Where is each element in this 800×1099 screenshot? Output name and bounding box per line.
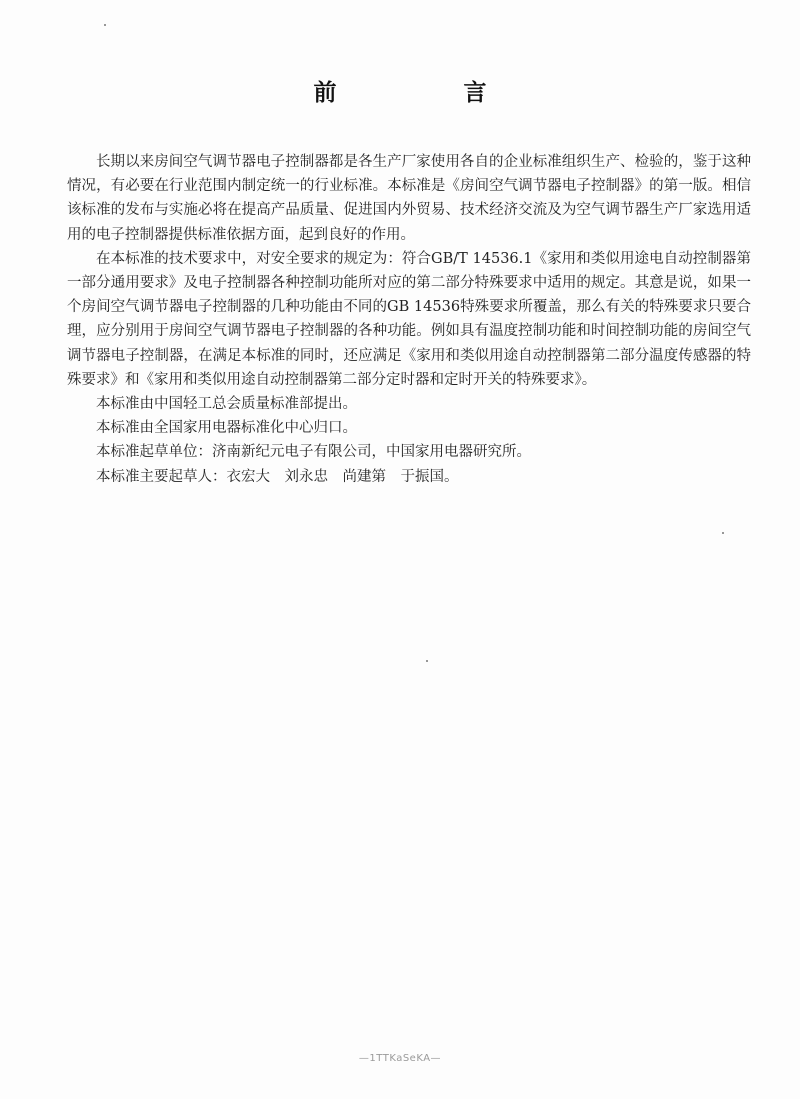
statement-drafters: 本标准主要起草人：衣宏大 刘永忠 尚建第 于振国。 (96, 468, 459, 485)
scan-speck (426, 660, 428, 662)
page-title: 前 言 (313, 80, 539, 106)
scan-speck (104, 24, 106, 26)
statement-proposer: 本标准由中国轻工总会质量标准部提出。 (96, 396, 357, 413)
document-body (67, 150, 751, 489)
page-footer: —1TTKaSeKA— (358, 1053, 442, 1064)
paragraph-safety-requirements: 在本标准的技术要求中，对安全要求的规定为：符合GB/T 14536.1《家用和类似用途电自动控制器第一部分通用要求》及电子控制器各种控制功能所对应的第二部分特殊要求中适用的规定。其意是说，如果一个房间空气调节器电子控制器的几种功能由不同的GB 14536特殊要求所覆盖，那么有关的特殊要求只要合理，应分别用于房间空气调节器电子控制器的各种功能。例如具有温度控制功能和时间控制功能的房间空气调节器电子控制器，在满足本标准的同时，还应满足《家用和类似用途自动控制器第二部分温度传感器的特殊要求》和《家用和类似用途自动控制器第二部分定时器和定时开关的特殊要求》。 (67, 250, 751, 388)
scan-speck (722, 532, 724, 534)
paragraph-background: 长期以来房间空气调节器电子控制器都是各生产厂家使用各自的企业标准组织生产、检验的，鉴于这种情况，有必要在行业范围内制定统一的行业标准。本标准是《房间空气调节器电子控制器》的第一版。相信该标准的发布与实施必将在提高产品质量、促进国内外贸易、技术经济交流及为空气调节器生产厂家选用适用的电子控制器提供标准依据方面，起到良好的作用。 (67, 154, 751, 243)
statement-drafting-units: 本标准起草单位：济南新纪元电子有限公司，中国家用电器研究所。 (96, 444, 531, 461)
statement-administrator: 本标准由全国家用电器标准化中心归口。 (96, 420, 357, 437)
